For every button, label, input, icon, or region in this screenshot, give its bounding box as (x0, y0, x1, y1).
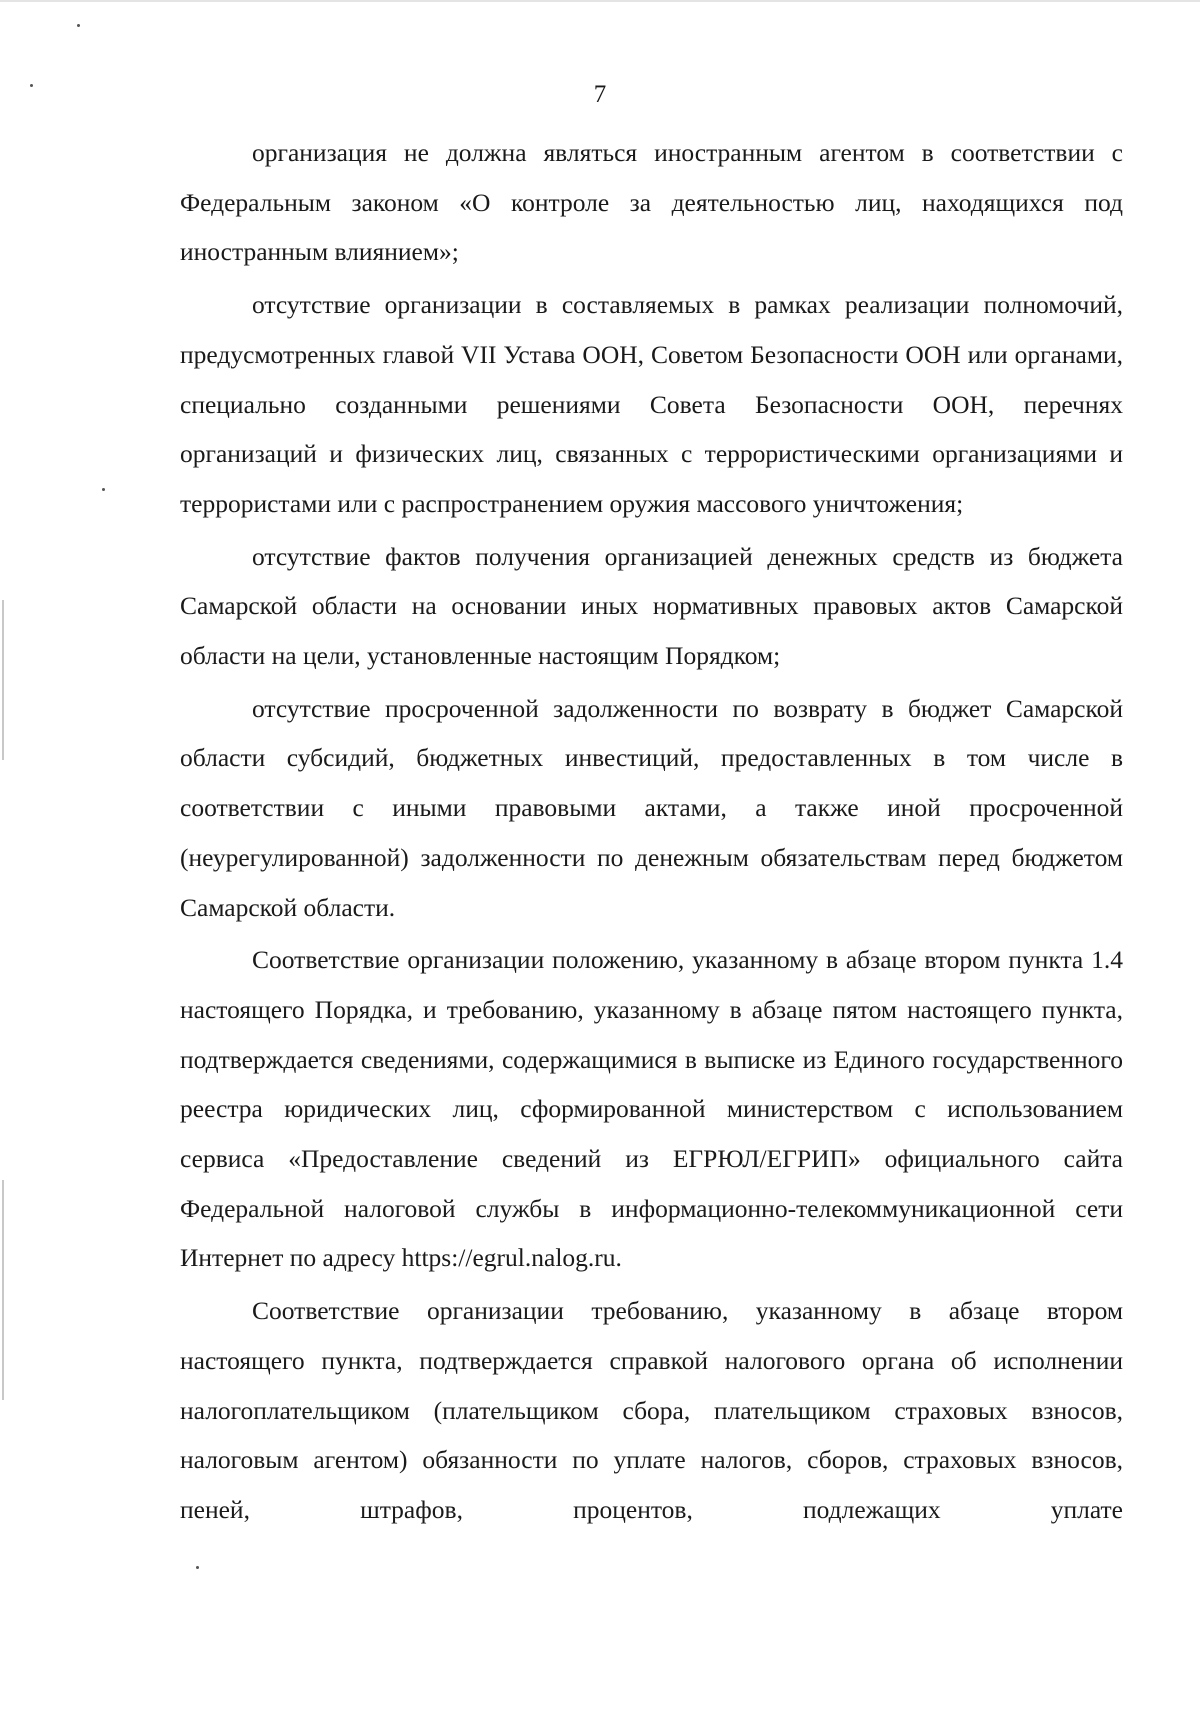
scan-speck (102, 488, 105, 491)
paragraph: организация не должна являться иностранным агентом в соответствии с Федеральным законом «О контроле за деятельностью лиц, находящихся под иностранным влиянием»; (180, 138, 1123, 267)
paragraph: отсутствие просроченной задолженности по возврату в бюджет Самарской области субсидий, бюджетных инвестиций, предоставленных в том числе в соответствии с иными правовыми актами, а также иной просроченной (неурегулированной) задолженности по денежным обязательствам перед бюджетом Самарской области. (180, 693, 1123, 922)
scan-speck (196, 1566, 199, 1569)
paragraph: Соответствие организации положению, указанному в абзаце втором пункта 1.4 настоящего Порядка, и требованию, указанному в абзаце пятом настоящего пункта, подтверждается сведениями, содержащимися в выписке из Единого государственного реестра юридических лиц, сформированной министерством с использованием сервиса «Предоставление сведений из ЕГРЮЛ/ЕГРИП» официального сайта Федеральной налоговой службы в информационно-телекоммуникационной сети Интернет по адресу https://egrul.nalog.ru. (180, 945, 1123, 1273)
scan-left-edge-mark (2, 600, 4, 760)
scan-speck (77, 24, 80, 27)
paragraph: отсутствие организации в составляемых в рамках реализации полномочий, предусмотренных главой VII Устава ООН, Советом Безопасности ООН или органами, специально созданными решениями Совета Безопасности ООН, перечнях организаций и физических лиц, связанных с террористическими организациями и террористами или с распространением оружия массового уничтожения; (180, 290, 1123, 518)
scan-top-edge (0, 0, 1200, 2)
paragraph: Соответствие организации требованию, указанному в абзаце втором настоящего пункта, подтверждается справкой налогового органа об исполнении налогоплательщиком (плательщиком сбора, плательщиком страховых взносов, налоговым агентом) обязанности по уплате налогов, сборов, страховых взносов, пеней, штрафов, процентов, подлежащих уплате (180, 1296, 1123, 1524)
paragraph: отсутствие фактов получения организацией денежных средств из бюджета Самарской области на основании иных нормативных правовых актов Самарской области на цели, установленные настоящим Порядком; (180, 541, 1123, 671)
scan-left-edge-mark (2, 1180, 4, 1400)
document-body (180, 128, 1123, 1538)
page-number: 7 (593, 81, 607, 108)
